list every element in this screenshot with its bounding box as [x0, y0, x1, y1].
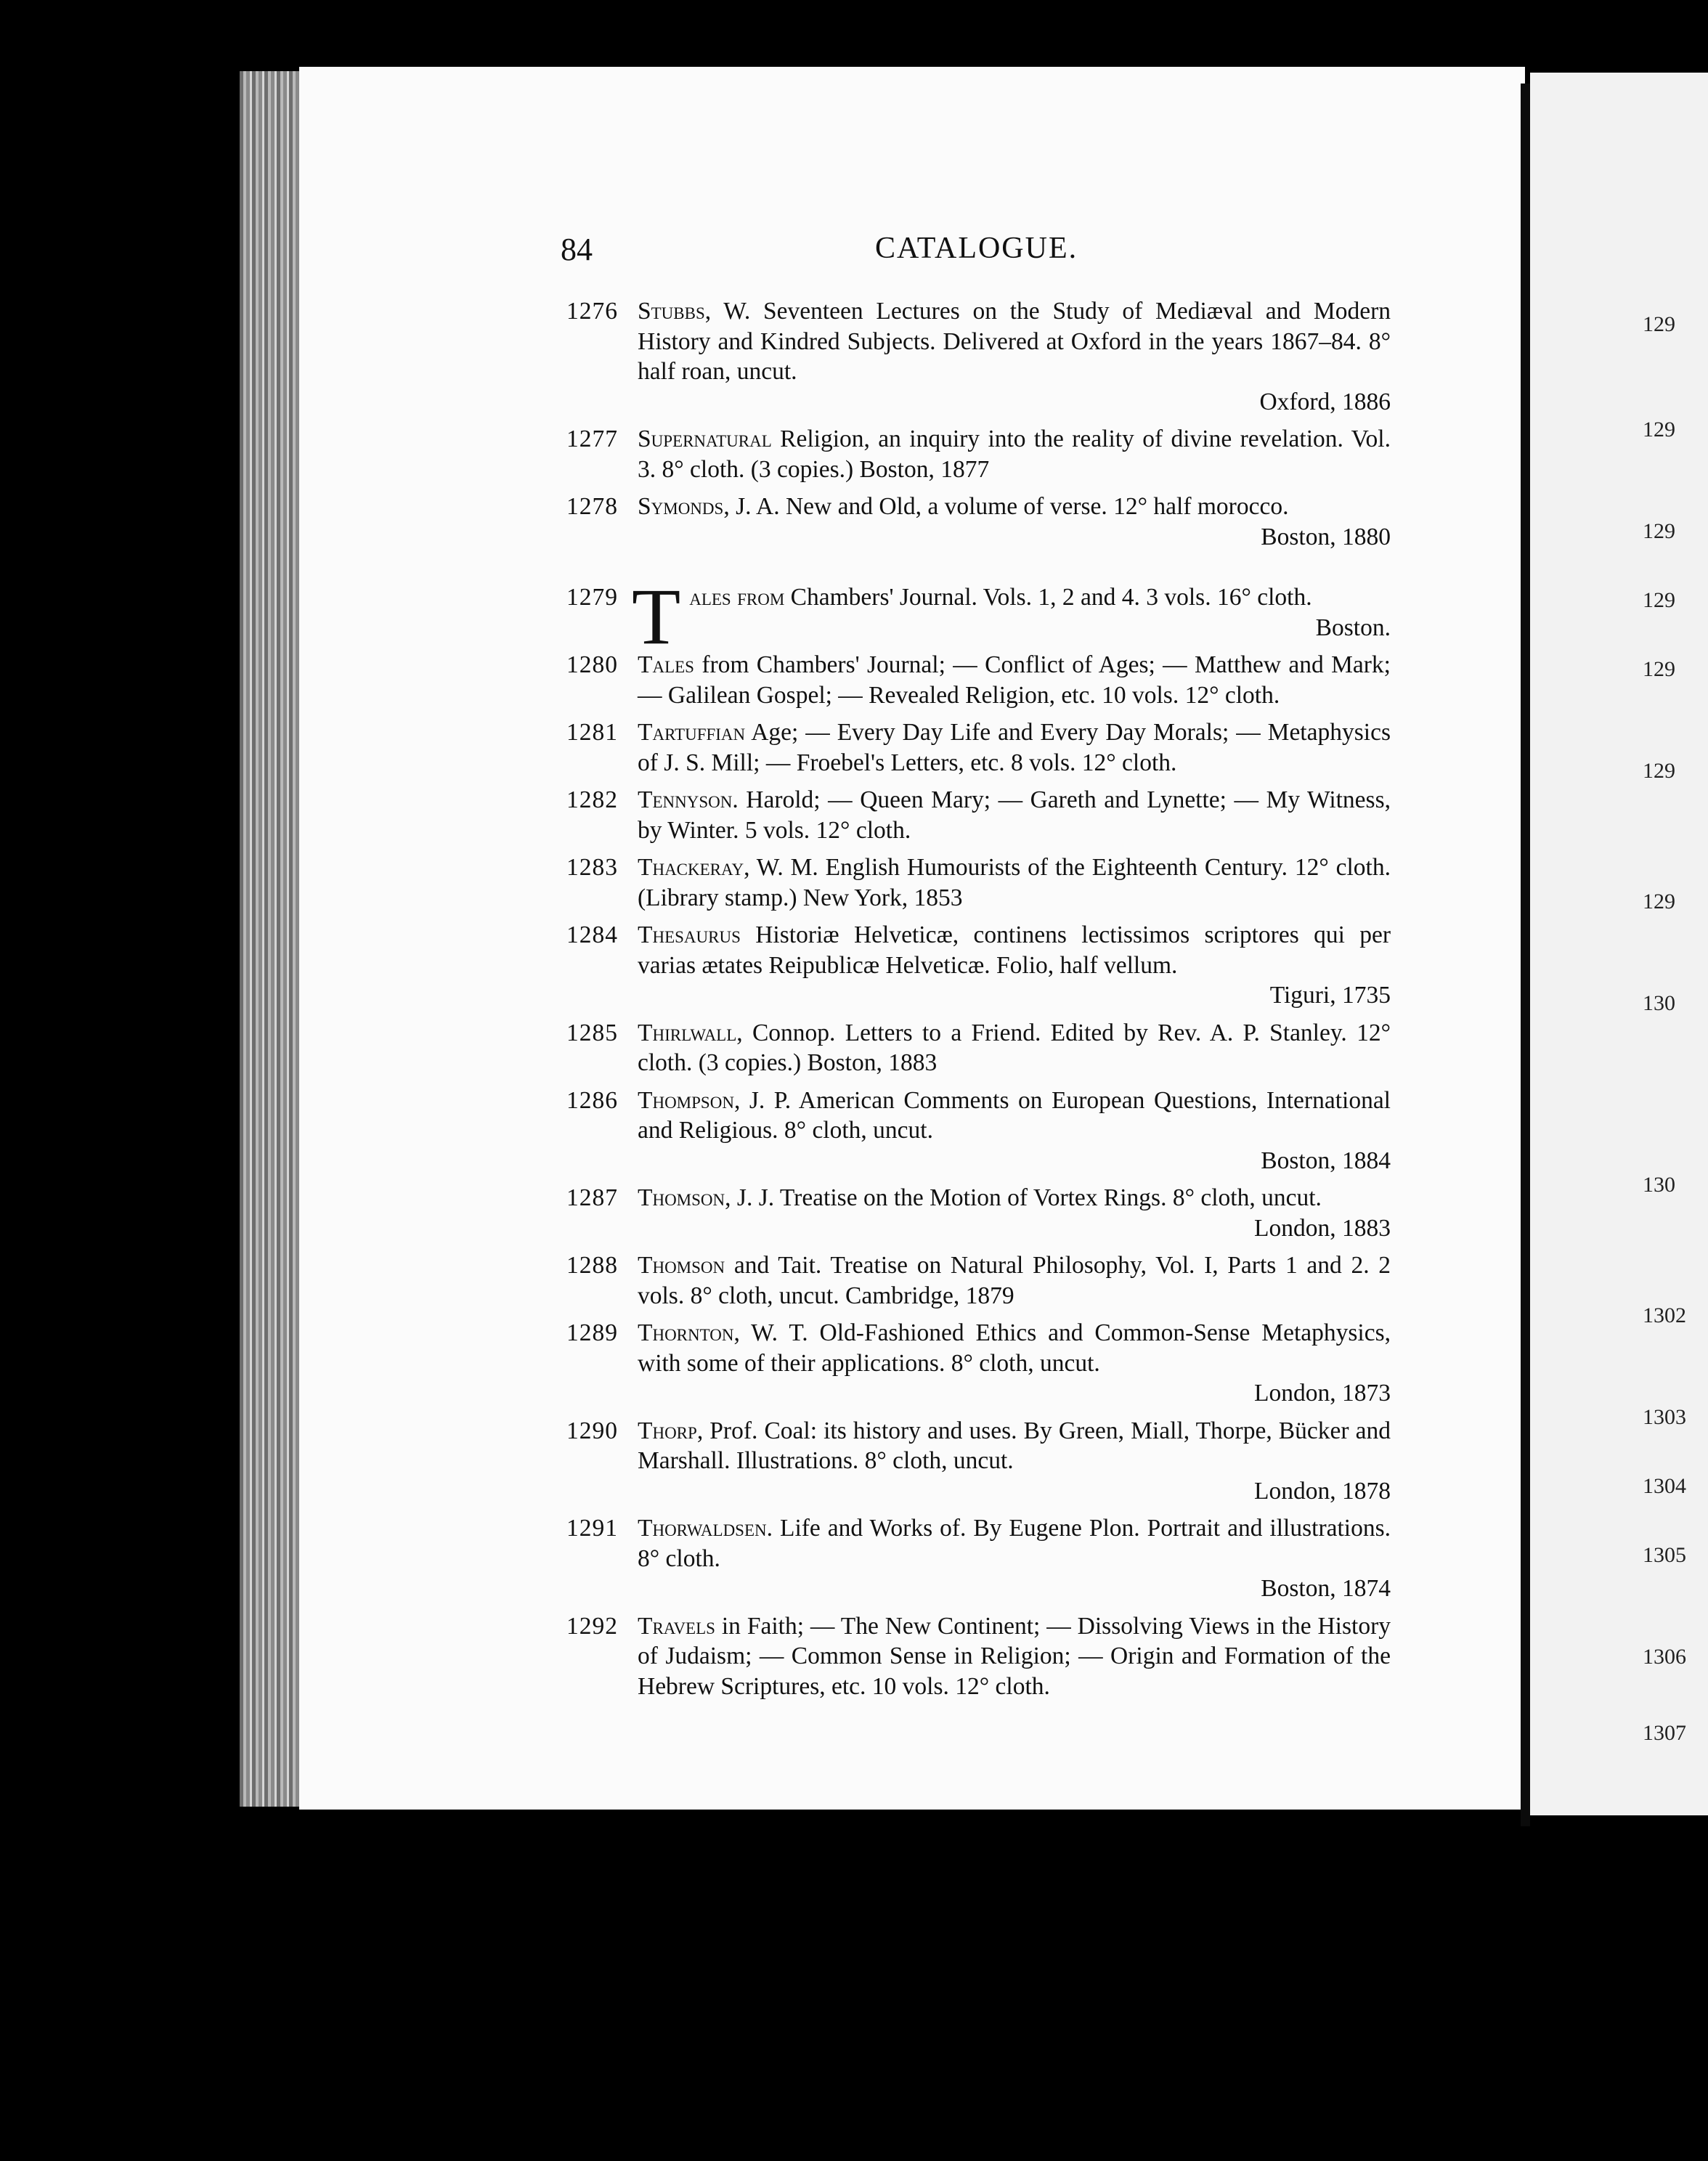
entry-heading: Thornton [638, 1319, 734, 1346]
page-number: 84 [561, 232, 593, 267]
entry-text [638, 1513, 1391, 1604]
catalogue-entry [566, 572, 1391, 661]
page-title: CATALOGUE. [875, 232, 1078, 265]
catalogue-entry [566, 1250, 1391, 1311]
entry-heading: Thomson [638, 1184, 725, 1211]
catalogue-entry [566, 650, 1391, 710]
entry-text [638, 852, 1391, 913]
entry-imprint: London, 1878 [1254, 1477, 1391, 1505]
entry-description: and Tait. Treatise on Natural Philosophy, Vol. I, Parts 1 and 2. 2 vols. 8° cloth, uncut. Cambridge, 1879 [638, 1252, 1391, 1309]
adjacent-entry-number: 1303 [1643, 1405, 1686, 1429]
entry-heading: Thirlwall [638, 1019, 737, 1046]
entry-text [638, 1086, 1391, 1176]
catalogue-entry [566, 296, 1391, 417]
entry-number: 1291 [566, 1515, 618, 1542]
entry-number: 1280 [566, 651, 618, 678]
running-head [0, 231, 1708, 274]
entry-heading: ales from [689, 584, 785, 611]
catalogue-entry [566, 492, 1391, 552]
catalogue-entry [566, 717, 1391, 778]
adjacent-entry-number: 1302 [1643, 1303, 1686, 1327]
entry-number: 1289 [566, 1319, 618, 1346]
entry-text [638, 1416, 1391, 1507]
entry-imprint: Boston, 1884 [1261, 1147, 1391, 1174]
entry-description: Religion, an inquiry into the reality of divine revelation. Vol. 3. 8° cloth. (3 copies.) Boston, 1877 [638, 426, 1391, 483]
adjacent-entry-number: 1307 [1643, 1721, 1686, 1745]
entry-heading: Thompson [638, 1086, 734, 1114]
entry-number: 1282 [566, 786, 618, 813]
entry-text [638, 1183, 1391, 1243]
entry-imprint: Oxford, 1886 [1259, 388, 1391, 415]
entry-description: , J. P. American Comments on European Questions, International and Religious. 8° cloth, uncut. [638, 1086, 1391, 1144]
catalogue-entry [566, 1611, 1391, 1702]
adjacent-entry-number: 129 [1643, 890, 1675, 913]
adjacent-entry-number: 1306 [1643, 1645, 1686, 1669]
catalogue-entry [566, 1318, 1391, 1409]
entry-text [638, 785, 1391, 845]
entry-text [632, 572, 1391, 661]
adjacent-entry-number: 129 [1643, 418, 1675, 441]
book-spine [240, 71, 305, 1807]
entry-number: 1288 [566, 1252, 618, 1279]
entry-heading: Thorwaldsen [638, 1515, 767, 1542]
entry-number: 1285 [566, 1019, 618, 1046]
catalogue-entry [566, 852, 1391, 913]
entry-heading: Travels [638, 1612, 715, 1640]
entry-number: 1278 [566, 493, 618, 520]
adjacent-entry-number: 130 [1643, 991, 1675, 1015]
entry-heading: Thesaurus [638, 921, 741, 948]
entry-description: , W. M. English Humourists of the Eighteenth Century. 12° cloth. (Library stamp.) New York, 1853 [638, 854, 1391, 911]
adjacent-entry-number: 129 [1643, 312, 1675, 336]
entry-imprint: London, 1873 [1254, 1380, 1391, 1407]
entry-text [638, 296, 1391, 417]
entry-imprint: Boston, 1880 [1261, 523, 1391, 550]
entry-description: , J. A. New and Old, a volume of verse. 12° half morocco. [723, 493, 1289, 520]
adjacent-entry-number: 129 [1643, 519, 1675, 543]
entry-description: in Faith; — The New Continent; — Dissolving Views in the History of Judaism; — Common Sense in Religion; — Origin and Formation of the Hebrew Scriptures, etc. 10 vols. 12° cloth. [638, 1612, 1391, 1700]
adjacent-entry-number: 129 [1643, 759, 1675, 783]
entry-text [638, 650, 1391, 710]
entry-number: 1290 [566, 1417, 618, 1444]
entry-imprint: Boston, 1874 [1261, 1575, 1391, 1602]
adjacent-entry-number: 130 [1643, 1173, 1675, 1197]
catalogue-entry [566, 1018, 1391, 1078]
adjacent-entry-number: 129 [1643, 657, 1675, 681]
entry-number: 1281 [566, 719, 618, 746]
catalogue-entry [566, 920, 1391, 1011]
entry-imprint: Tiguri, 1735 [1269, 982, 1391, 1009]
entry-description: . Life and Works of. By Eugene Plon. Portrait and illustrations. 8° cloth. [638, 1515, 1391, 1572]
entry-description: , Prof. Coal: its history and uses. By Green, Miall, Thorpe, Bücker and Marshall. Illustrations. 8° cloth, uncut. [638, 1417, 1391, 1474]
entry-description: , W. T. Old-Fashioned Ethics and Common-Sense Metaphysics, with some of their applications. 8° cloth, uncut. [638, 1319, 1391, 1377]
entry-description: Age; — Every Day Life and Every Day Morals; — Metaphysics of J. S. Mill; — Froebel's Letters, etc. 8 vols. 12° cloth. [638, 719, 1391, 776]
catalogue-entry [566, 1416, 1391, 1507]
entry-number: 1287 [566, 1184, 618, 1211]
drop-cap: T [632, 572, 681, 661]
adjacent-page-numbers [1643, 0, 1708, 2161]
entry-text [638, 920, 1391, 1011]
entry-description: . Harold; — Queen Mary; — Gareth and Lynette; — My Witness, by Winter. 5 vols. 12° cloth. [638, 786, 1391, 844]
entry-number: 1276 [566, 298, 618, 325]
entry-number: 1286 [566, 1086, 618, 1114]
catalogue-entry [566, 1513, 1391, 1604]
page-gutter [1521, 84, 1530, 1826]
entry-text [638, 492, 1391, 552]
entry-number: 1279 [566, 584, 618, 611]
entry-description: from Chambers' Journal; — Conflict of Ages; — Matthew and Mark; — Galilean Gospel; — Revealed Religion, etc. 10 vols. 12° cloth. [638, 651, 1391, 709]
entry-text [638, 424, 1391, 484]
entry-description: , Connop. Letters to a Friend. Edited by Rev. A. P. Stanley. 12° cloth. (3 copies.) Boston, 1883 [638, 1019, 1391, 1076]
entry-number: 1284 [566, 921, 618, 948]
entry-text [638, 1611, 1391, 1702]
entry-number: 1292 [566, 1612, 618, 1640]
adjacent-entry-number: 1305 [1643, 1543, 1686, 1567]
entry-heading: Tartuffian [638, 719, 746, 746]
entry-heading: Stubbs [638, 298, 705, 325]
entry-heading: Tales [638, 651, 694, 678]
adjacent-entry-number: 129 [1643, 588, 1675, 612]
catalogue-entries [566, 296, 1391, 1709]
entry-text [638, 717, 1391, 778]
adjacent-entry-number: 1304 [1643, 1474, 1686, 1498]
entry-text [638, 1250, 1391, 1311]
entry-imprint: London, 1883 [1254, 1214, 1391, 1242]
entry-description: Historiæ Helveticæ, continens lectissimos scriptores qui per varias ætates Reipublicæ Helveticæ. Folio, half vellum. [638, 921, 1391, 979]
entry-description: Chambers' Journal. Vols. 1, 2 and 4. 3 vols. 16° cloth. [784, 584, 1312, 611]
catalogue-entry [566, 1086, 1391, 1176]
entry-description: , J. J. Treatise on the Motion of Vortex Rings. 8° cloth, uncut. [725, 1184, 1322, 1211]
entry-number: 1277 [566, 426, 618, 452]
entry-heading: Thorp [638, 1417, 697, 1444]
entry-imprint: Boston. [1315, 614, 1391, 641]
entry-heading: Tennyson [638, 786, 733, 813]
entry-description: , W. Seventeen Lectures on the Study of Mediæval and Modern History and Kindred Subjects. Delivered at Oxford in the years 1867–84. 8° half roan, uncut. [638, 298, 1391, 385]
catalogue-entry [566, 1183, 1391, 1243]
entry-text [638, 1318, 1391, 1409]
entry-heading: Supernatural [638, 426, 772, 452]
catalogue-entry [566, 785, 1391, 845]
entry-number: 1283 [566, 854, 618, 881]
catalogue-entry [566, 424, 1391, 484]
entry-heading: Symonds [638, 493, 724, 520]
entry-heading: Thackeray [638, 854, 744, 881]
entry-heading: Thomson [638, 1252, 725, 1279]
entry-text [638, 1018, 1391, 1078]
